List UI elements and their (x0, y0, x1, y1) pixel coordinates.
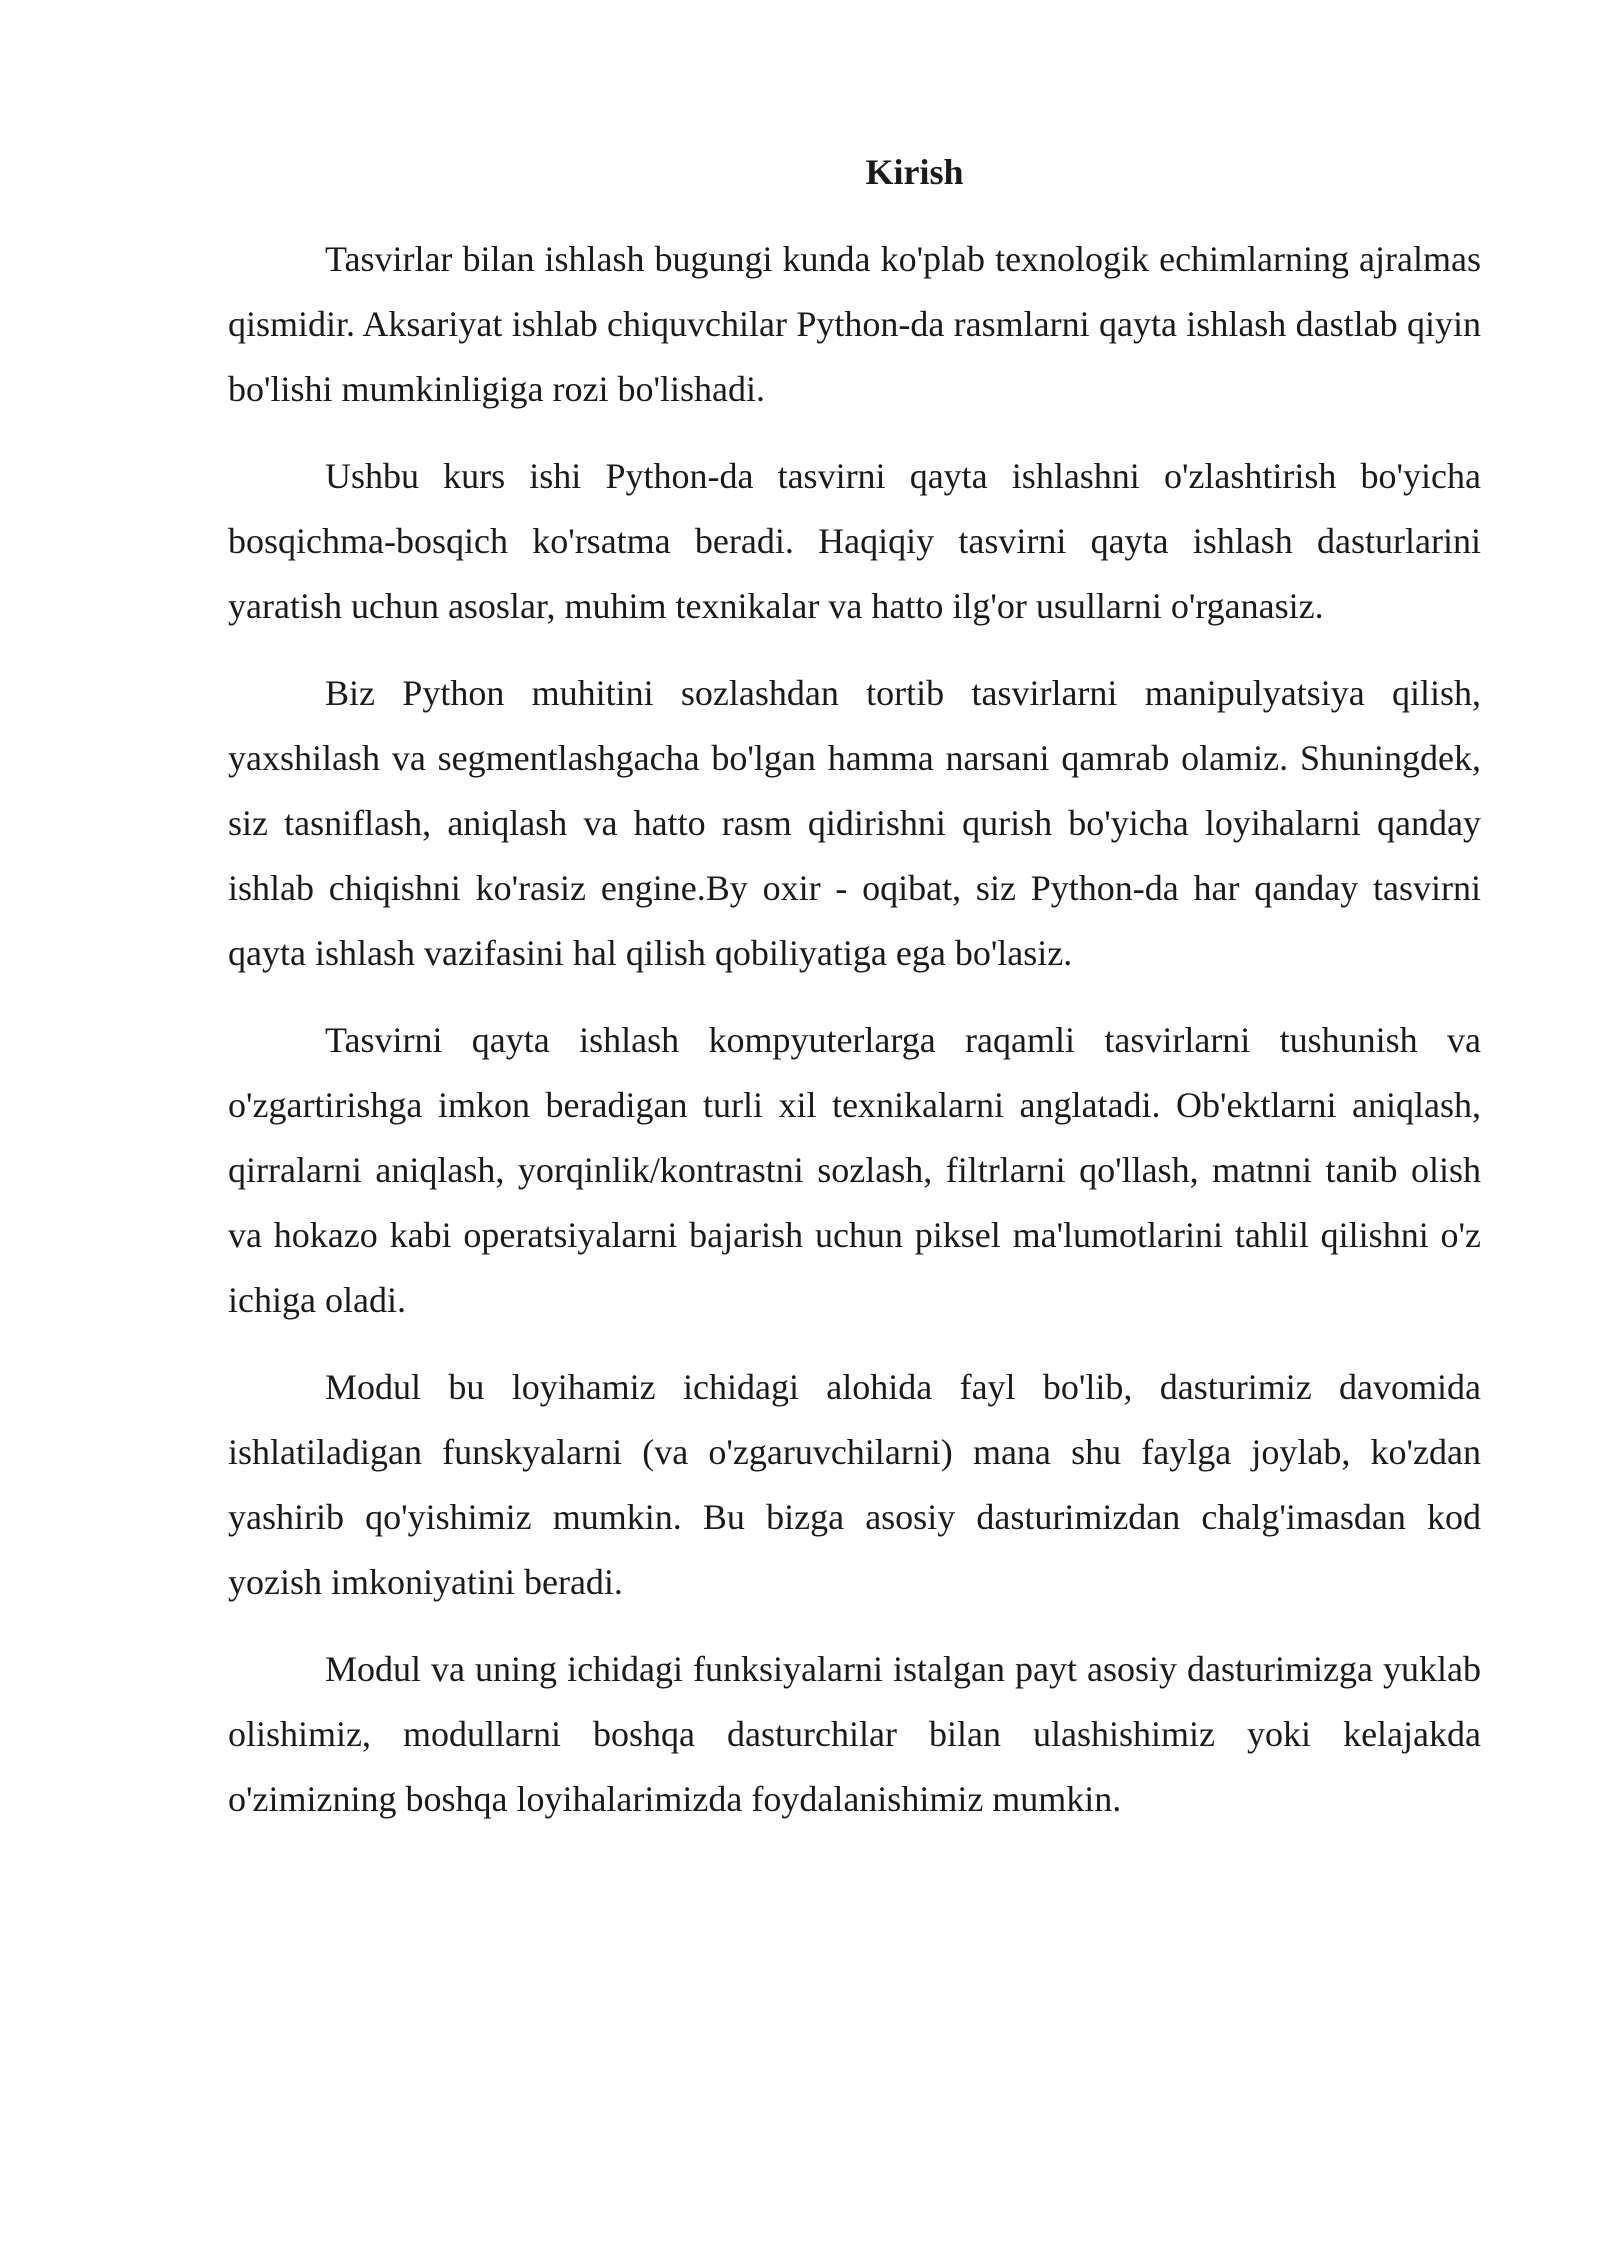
paragraph-1: Tasvirlar bilan ishlash bugungi kunda ko'plab texnologik echimlarning ajralmas qismidir. Aksariyat ishlab chiquvchilar Python-da rasmlarni qayta ishlash dastlab qiyin bo'lishi mumkinligiga rozi bo'lishadi. (228, 239, 1481, 409)
paragraph-2: Ushbu kurs ishi Python-da tasvirni qayta ishlashni o'zlashtirish bo'yicha bosqichma-bosqich ko'rsatma beradi. Haqiqiy tasvirni qayta ishlash dasturlarini yaratish uchun asoslar, muhim texnikalar va hatto ilg'or usullarni o'rganasiz. (228, 456, 1481, 626)
paragraph-6: Modul va uning ichidagi funksiyalarni istalgan payt asosiy dasturimizga yuklab olishimiz, modullarni boshqa dasturchilar bilan ulashishimiz yoki kelajakda o'zimizning boshqa loyihalarimizda foydalanishimiz mumkin. (228, 1649, 1481, 1819)
page-title: Kirish (865, 152, 964, 192)
paragraph-3: Biz Python muhitini sozlashdan tortib tasvirlarni manipulyatsiya qilish, yaxshilash va segmentlashgacha bo'lgan hamma narsani qamrab olamiz. Shuningdek, siz tasniflash, aniqlash va hatto rasm qidirishni qurish bo'yicha loyihalarni qanday ishlab chiqishni ko'rasiz engine.By oxir - oqibat, siz Python-da har qanday tasvirni qayta ishlash vazifasini hal qilish qobiliyatiga ega bo'lasiz. (228, 673, 1481, 973)
paragraph-4: Tasvirni qayta ishlash kompyuterlarga raqamli tasvirlarni tushunish va o'zgartirishga imkon beradigan turli xil texnikalarni anglatadi. Ob'ektlarni aniqlash, qirralarni aniqlash, yorqinlik/kontrastni sozlash, filtrlarni qo'llash, matnni tanib olish va hokazo kabi operatsiyalarni bajarish uchun piksel ma'lumotlarini tahlil qilishni o'z ichiga oladi. (228, 1020, 1481, 1320)
paragraph-5: Modul bu loyihamiz ichidagi alohida fayl bo'lib, dasturimiz davomida ishlatiladigan funskyalarni (va o'zgaruvchilarni) mana shu faylga joylab, ko'zdan yashirib qo'yishimiz mumkin. Bu bizga asosiy dasturimizdan chalg'imasdan kod yozish imkoniyatini beradi. (228, 1367, 1481, 1602)
